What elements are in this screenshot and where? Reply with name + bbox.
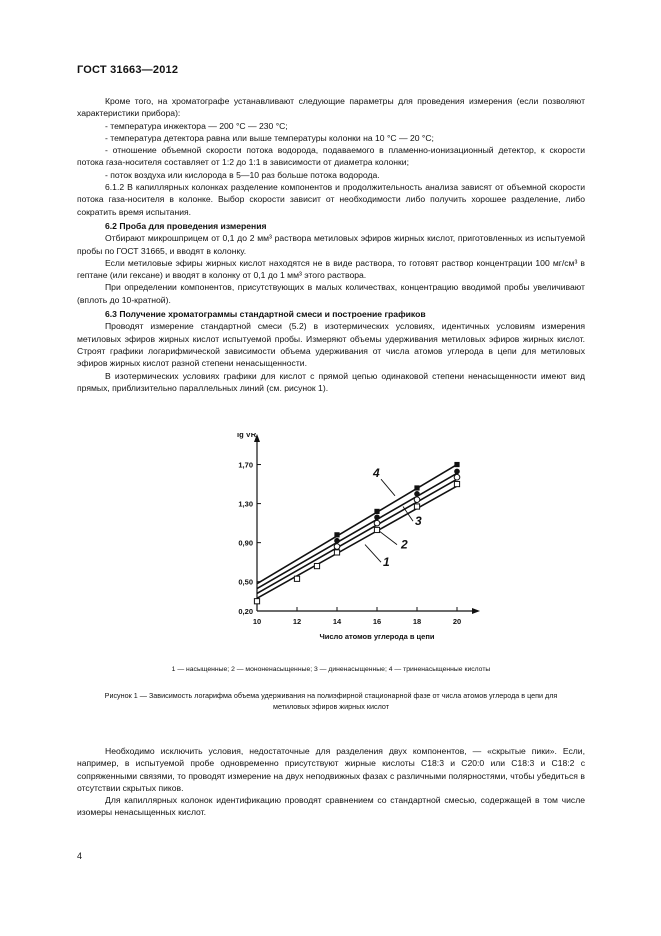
series-line-2	[257, 479, 457, 593]
data-point-series-1	[374, 527, 379, 532]
data-point-series-4	[414, 485, 419, 490]
list-item: - температура инжектора — 200 °С — 230 °С;	[105, 120, 288, 131]
data-point-series-4	[454, 462, 459, 467]
paragraph: Отбирают микрошприцем от 0,1 до 2 мм³ раствора метиловых эфиров жирных кислот, приготовленных из испытуемой пробы по ГОСТ 31665, и вводят в колонку.	[77, 233, 585, 256]
paragraph-hidden-peaks: Необходимо исключить условия, недостаточные для разделения двух компонентов, — «скрытые пики». Если, например, в испытуемой пробе одновременно присутствуют жирные кислоты C18:3 и C20:0 или C18:3 и C18:2 с сопряженными связями, то проводят измерение на двух неподвижных фазах с различными полярностями, чтобы убедиться в отсутствии скрытых пиков.	[77, 746, 585, 793]
paragraph: В изотермических условиях графики для кислот с прямой цепью одинаковой степени ненасыщенности имеют вид прямых, приблизительно параллельных линий (см. рисунок 1).	[77, 370, 585, 393]
page-header: ГОСТ 31663—2012	[77, 64, 179, 76]
data-point-series-2	[334, 544, 340, 550]
y-tick-label: 0,90	[238, 538, 253, 548]
data-point-series-1	[294, 576, 299, 581]
series-label-1: 1	[383, 555, 390, 570]
x-tick-label: 10	[252, 617, 262, 626]
x-axis-arrow	[472, 608, 480, 614]
series-label-4: 4	[373, 466, 380, 481]
series-line-4	[257, 465, 457, 584]
list-item: - поток воздуха или кислорода в 5—10 раз больше потока водорода.	[105, 169, 380, 180]
callout-leader-4	[381, 479, 395, 496]
figure-caption: Рисунок 1 — Зависимость логарифма объема удерживания на полиэфирной стационарной фазе от числа атомов углерода в цепи для метиловых эфиров жирных кислот	[104, 691, 558, 711]
callout-leader-1	[365, 545, 381, 563]
x-tick-label: 20	[452, 617, 462, 626]
y-tick-label: 0,20	[238, 607, 253, 616]
section-6-2-title: 6.2 Проба для проведения измерения	[105, 220, 267, 231]
x-tick-label: 12	[292, 617, 302, 626]
data-point-series-3	[454, 469, 460, 475]
y-axis-label: lg VR	[237, 433, 257, 439]
data-point-series-2	[374, 520, 380, 526]
series-line-1	[257, 486, 457, 598]
data-point-series-2	[454, 474, 460, 480]
data-point-series-3	[414, 491, 420, 497]
data-point-series-1	[254, 599, 259, 604]
page-number: 4	[77, 851, 83, 861]
paragraph-capillary: Для капиллярных колонок идентификацию проводят сравнением со стандартной смесью, содержащей в том числе изомеры ненасыщенных кислот.	[77, 795, 585, 818]
series-label-3: 3	[415, 514, 422, 529]
x-tick-label: 14	[332, 617, 342, 626]
body-text-top	[77, 95, 585, 394]
paragraph: Если метиловые эфиры жирных кислот находятся не в виде раствора, то готовят раствор концентрации 100 мг/см³ в гептане (или гексане) и вводят в колонку от 0,1 до 1 мм³ этого раствора.	[77, 257, 585, 281]
x-tick-label: 16	[372, 617, 382, 626]
x-tick-label: 18	[412, 617, 422, 626]
data-point-series-4	[374, 509, 379, 514]
data-point-series-1	[454, 481, 459, 486]
figure-legend: 1 — насыщенные; 2 — мононенасыщенные; 3 — диненасыщенные; 4 — триненасыщенные кислоты	[171, 666, 491, 673]
series-line-3	[257, 473, 457, 588]
y-tick-label: 0,50	[238, 577, 253, 587]
callout-leader-2	[379, 531, 397, 545]
list-item: - отношение объемной скорости потока водорода, подаваемого в пламенно-ионизационный детектор, к скорости потока газа-носителя составляет от 1:2 до 1:1 в зависимости от диаметра колонки;	[77, 145, 585, 168]
data-point-series-1	[334, 550, 339, 555]
body-text-bottom	[77, 745, 585, 819]
series-label-2: 2	[401, 537, 408, 552]
data-point-series-2	[414, 497, 420, 503]
x-axis-label: Число атомов углерода в цепи	[319, 632, 435, 641]
data-point-series-1	[414, 504, 419, 509]
paragraph-6-1-2: 6.1.2 В капиллярных колонках разделение компонентов и продолжительность анализа зависят от объемной скорости потока газа-носителя в колонке. Выбор скорости зависит от необходимости либо получить хорошее разделение, либо сократить время испытания.	[77, 182, 585, 217]
data-point-series-3	[334, 538, 340, 544]
section-6-3-title: 6.3 Получение хроматограммы стандартной смеси и построение графиков	[105, 309, 426, 320]
y-tick-label: 1,70	[238, 460, 253, 470]
data-point-series-1	[314, 563, 319, 568]
callout-leader-3	[403, 507, 413, 522]
data-point-series-3	[374, 514, 380, 520]
list-item: - температура детектора равна или выше температуры колонки на 10 °С — 20 °С;	[105, 132, 434, 143]
paragraph-intro: Кроме того, на хроматографе устанавливают следующие параметры для проведения измерения (если позволяют характеристики прибора):	[77, 96, 585, 119]
y-tick-label: 1,30	[238, 499, 253, 509]
paragraph: При определении компонентов, присутствующих в малых количествах, концентрацию вводимой пробы увеличивают (вплоть до 10-кратной).	[77, 282, 585, 305]
paragraph: Проводят измерение стандартной смеси (5.2) в изотермических условиях, идентичных условиям измерения метиловых эфиров жирных кислот испытуемой пробы. Измеряют объемы удерживания метиловых эфиров жирных кислот. Строят графики логарифмической зависимости объема удерживания от числа атомов углерода в цепи для метиловых эфиров жирных кислот разной степени ненасыщенности.	[77, 321, 585, 369]
figure-1-chart	[205, 433, 495, 643]
data-point-series-4	[334, 532, 339, 537]
